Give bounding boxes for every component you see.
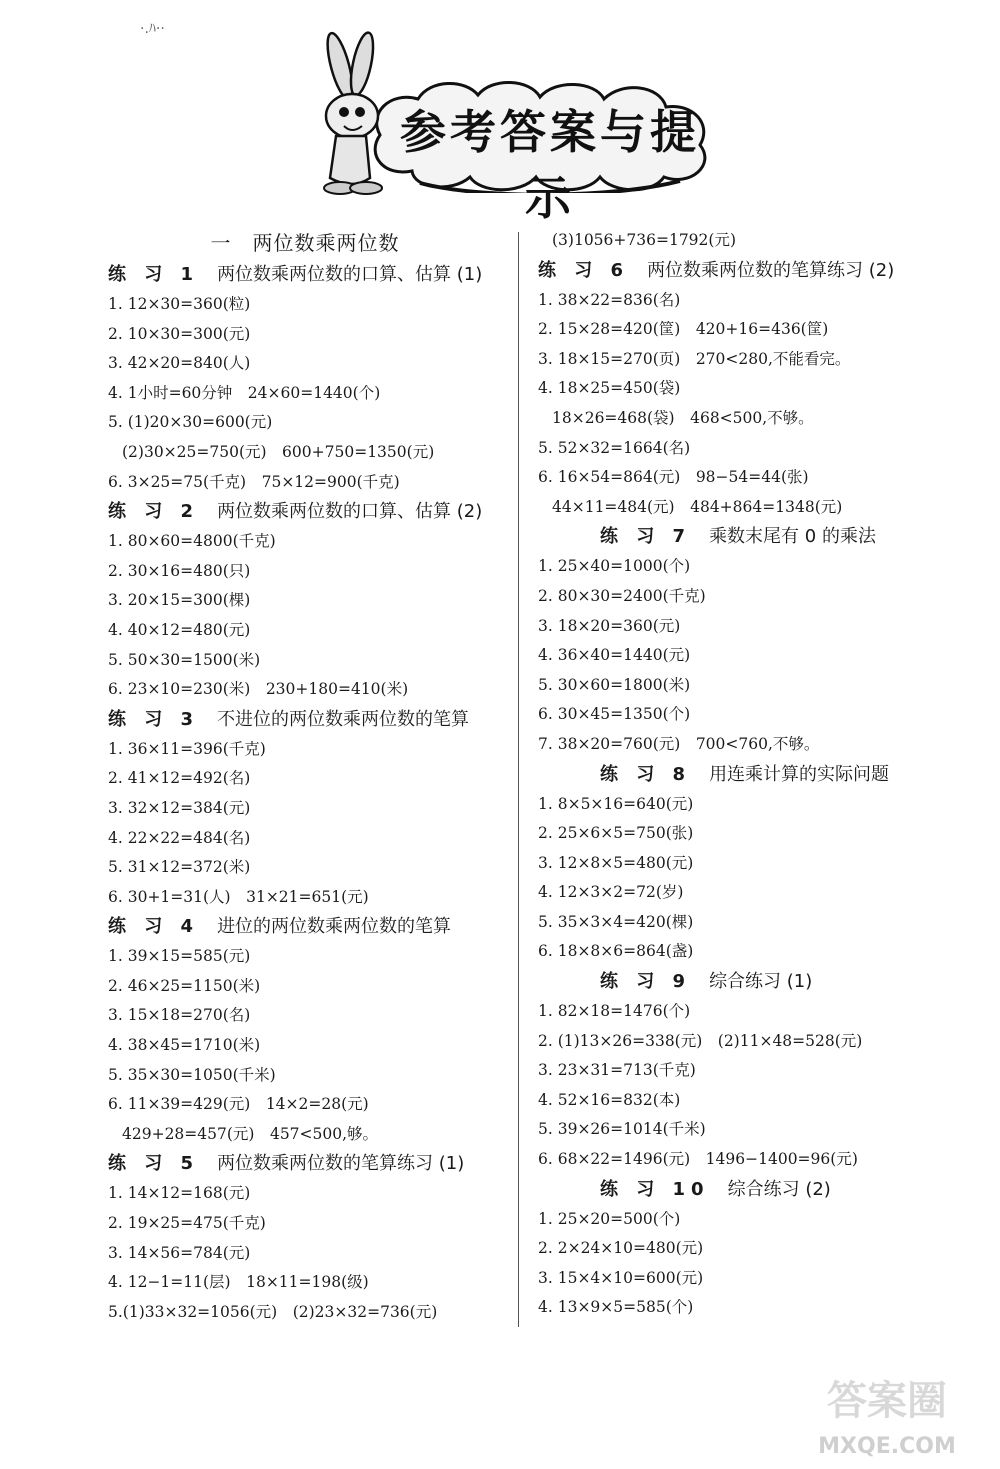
answer-line: 4. 1小时=60分钟 24×60=1440(个): [108, 383, 381, 402]
answer-line: 1. 38×22=836(名): [538, 290, 681, 309]
watermark-url: MXQE.COM: [818, 1434, 956, 1459]
exercise-topic: 两位数乘两位数的笔算练习 (2): [647, 259, 895, 281]
exercise-topic: 综合练习 (1): [709, 971, 813, 993]
exercise-label: 练 习 7: [600, 526, 692, 548]
answer-line: 6. 3×25=75(千克) 75×12=900(千克): [108, 472, 400, 491]
exercise-heading: [530, 967, 950, 997]
answers-right-column: [530, 226, 950, 1323]
answers-left-column: [100, 226, 510, 1327]
exercise-topic: 两位数乘两位数的口算、估算 (2): [217, 501, 483, 523]
column-divider: [518, 232, 519, 1327]
answer-line: 2. 15×28=420(筐) 420+16=436(筐): [538, 320, 829, 339]
answer-line: 5. (1)20×30=600(元): [108, 413, 273, 432]
answer-line: 6. 30+1=31(人) 31×21=651(元): [108, 887, 369, 906]
exercise-topic: 两位数乘两位数的笔算练习 (1): [217, 1153, 465, 1175]
exercise-label: 练 习 3: [108, 708, 200, 730]
exercise-label: 练 习 2: [108, 501, 200, 523]
answer-line: 3. 42×20=840(人): [108, 354, 251, 373]
answer-line: 4. 36×40=1440(元): [538, 646, 691, 665]
answer-line: 2. 30×16=480(只): [108, 561, 251, 580]
answer-line: 2. 46×25=1150(米): [108, 976, 261, 995]
answer-line: 3. 14×56=784(元): [108, 1243, 251, 1262]
exercise-heading: [100, 1149, 510, 1179]
exercise-heading: [530, 1175, 950, 1205]
answer-line: 4. 22×22=484(名): [108, 828, 251, 847]
exercise-topic: 两位数乘两位数的口算、估算 (1): [217, 264, 483, 285]
exercise-topic: 不进位的两位数乘两位数的笔算: [217, 708, 470, 730]
answer-line: 2. 80×30=2400(千克): [538, 586, 706, 605]
answer-line: 1. 80×60=4800(千克): [108, 532, 276, 551]
answer-line: 6. 16×54=864(元) 98−54=44(张): [538, 468, 809, 487]
answer-line: 4. 12−1=11(层) 18×11=198(级): [108, 1273, 369, 1292]
answer-line: 2. 41×12=492(名): [108, 769, 251, 788]
answer-line: 1. 82×18=1476(个): [538, 1002, 691, 1021]
answer-line: 6. 68×22=1496(元) 1496−1400=96(元): [538, 1150, 858, 1169]
exercise-topic: 用连乘计算的实际问题: [709, 763, 890, 785]
answer-line: 6. 30×45=1350(个): [538, 705, 691, 724]
unit-title: 一 两位数乘两位数: [210, 231, 400, 255]
exercise-label: 练 习 8: [600, 763, 692, 785]
answer-line: 4. 40×12=480(元): [108, 620, 251, 639]
answer-line: 3. 18×15=270(页) 270<280,不能看完。: [538, 349, 851, 368]
page-title: 参考答案与提示: [400, 105, 700, 225]
watermark-logo-text: 答案圈: [827, 1378, 947, 1424]
answer-line: 2. (1)13×26=338(元) (2)11×48=528(元): [538, 1031, 863, 1050]
exercise-heading: [530, 522, 950, 552]
answer-line: 2. 2×24×10=480(元): [538, 1239, 704, 1258]
exercise-heading: [530, 760, 950, 790]
answer-line: 3. 23×31=713(千克): [538, 1061, 696, 1080]
exercise-label: 练 习 5: [108, 1153, 200, 1175]
exercise-heading: [530, 256, 950, 286]
exercise-heading: [100, 497, 510, 527]
exercise-heading: [100, 260, 510, 290]
answer-line: 1. 36×11=396(千克): [108, 739, 266, 758]
answer-line: 1. 8×5×16=640(元): [538, 794, 694, 813]
answer-line: 4. 12×3×2=72(岁): [538, 883, 684, 902]
answer-line: 3. 32×12=384(元): [108, 798, 251, 817]
exercise-label: 练 习 4: [108, 916, 200, 938]
exercise-label: 练 习 1: [108, 264, 200, 285]
answer-line: 5. 52×32=1664(名): [538, 438, 691, 457]
answer-line: 3. 12×8×5=480(元): [538, 853, 694, 872]
answer-line: 1. 25×20=500(个): [538, 1209, 681, 1228]
answer-line: 3. 15×18=270(名): [108, 1006, 251, 1025]
page-header: [300, 28, 730, 225]
answer-line: 5. 35×30=1050(千米): [108, 1065, 276, 1084]
answer-line: 4. 52×16=832(本): [538, 1090, 681, 1109]
answer-line: (3)1056+736=1792(元): [552, 231, 737, 249]
answer-line: 3. 20×15=300(棵): [108, 591, 251, 610]
exercise-heading: [100, 912, 510, 942]
answer-line: 6. 11×39=429(元) 14×2=28(元): [108, 1095, 369, 1114]
answer-line: 6. 23×10=230(米) 230+180=410(米): [108, 680, 409, 699]
answer-line: 1. 39×15=585(元): [108, 947, 251, 966]
answer-line: 5. 35×3×4=420(棵): [538, 912, 694, 931]
answer-line: 5. 39×26=1014(千米): [538, 1120, 706, 1139]
answer-line: 4. 18×25=450(袋): [538, 379, 681, 398]
exercise-heading: [100, 705, 510, 735]
answer-line: 2. 25×6×5=750(张): [538, 824, 694, 843]
answer-line: 3. 18×20=360(元): [538, 616, 681, 635]
exercise-topic: 进位的两位数乘两位数的笔算: [217, 916, 452, 938]
exercise-label: 练 习 6: [538, 259, 630, 281]
watermark: [792, 1369, 982, 1459]
corner-doodle-mark: ·.ﾊ··: [140, 21, 165, 37]
answer-line: 3. 15×4×10=600(元): [538, 1268, 704, 1287]
exercise-label: 练 习 10: [600, 1178, 710, 1200]
answer-line: 6. 18×8×6=864(盏): [538, 942, 694, 961]
answer-line: 5. 50×30=1500(米): [108, 650, 261, 669]
answer-line: 1. 14×12=168(元): [108, 1184, 251, 1203]
answer-line: 18×26=468(袋) 468<500,不够。: [552, 408, 814, 427]
answer-line: 2. 10×30=300(元): [108, 324, 251, 343]
answer-line: 5. 31×12=372(米): [108, 858, 251, 877]
answer-line: 4. 13×9×5=585(个): [538, 1298, 694, 1317]
answer-line: 5. 30×60=1800(米): [538, 675, 691, 694]
exercise-topic: 乘数末尾有 0 的乘法: [709, 526, 876, 548]
answer-line: 5.(1)33×32=1056(元) (2)23×32=736(元): [108, 1302, 438, 1321]
answer-line: 44×11=484(元) 484+864=1348(元): [552, 497, 843, 516]
answer-line: 4. 38×45=1710(米): [108, 1036, 261, 1055]
answer-line: 429+28=457(元) 457<500,够。: [122, 1124, 379, 1143]
answer-line: 7. 38×20=760(元) 700<760,不够。: [538, 734, 820, 753]
exercise-label: 练 习 9: [600, 971, 692, 993]
answer-line: 1. 12×30=360(粒): [108, 295, 251, 313]
answer-line: (2)30×25=750(元) 600+750=1350(元): [122, 442, 435, 461]
answer-line: 1. 25×40=1000(个): [538, 557, 691, 576]
exercise-topic: 综合练习 (2): [727, 1178, 831, 1200]
answer-line: 2. 19×25=475(千克): [108, 1214, 266, 1233]
